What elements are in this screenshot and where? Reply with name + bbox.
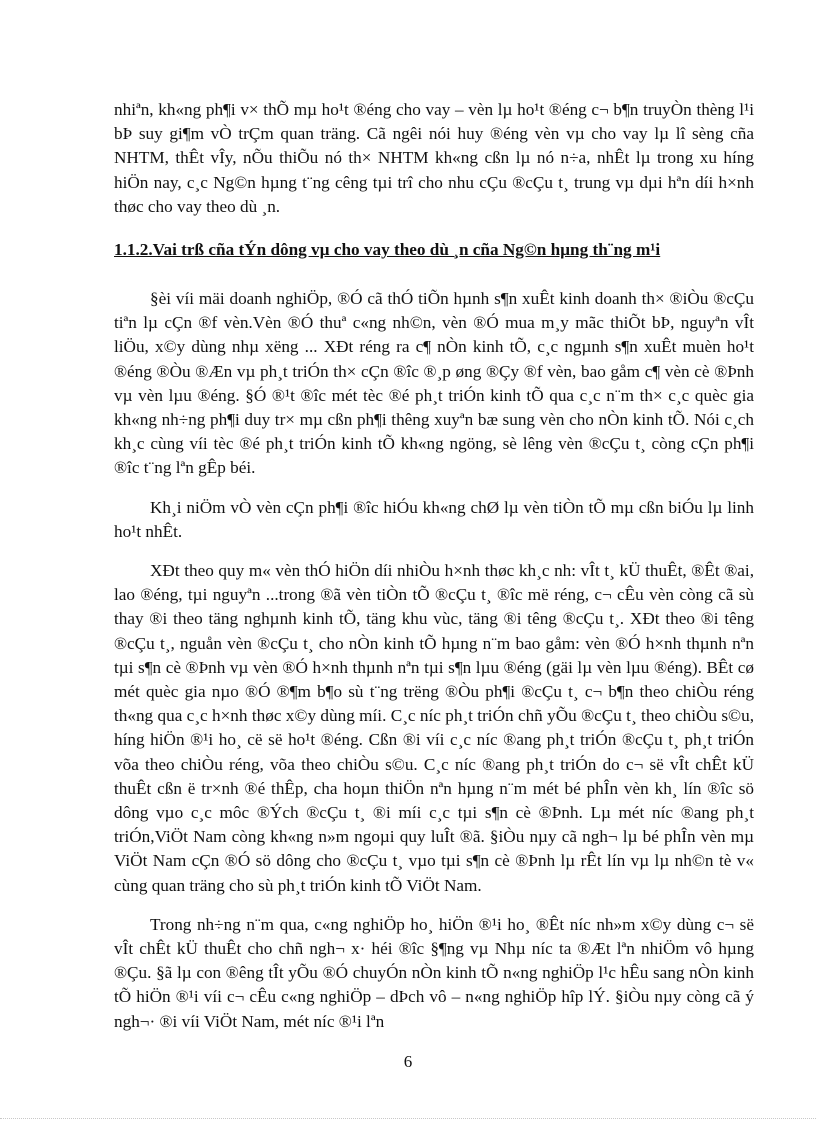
section-heading: 1.1.2.Vai trß cña tÝn dông vµ cho vay theo dù ¸n cña Ng©n hµng th¨ng m¹i [114, 240, 661, 259]
paragraph: Kh¸i niÖm vÒ vèn cÇn ph¶i ®îc hiÓu kh«ng chØ lµ vèn tiÒn tÕ mµ cßn biÓu lµ linh ho¹t nhÊt. [114, 497, 754, 541]
opening-paragraph: nhiªn, kh«ng ph¶i v× thÕ mµ ho¹t ®éng cho vay – vèn lµ ho¹t ®éng c¬ b¶n truyÒn thèng l¹i bÞ suy gi¶m vÒ trÇm quan träng. Cã ngêi nói huy ®éng vèn vµ cho vay lµ lî sèng cña NHTM, thÊt vÎy, nÕu thiÕu nó th× NHTM kh«ng cßn lµ nó n÷a, nhÊt lµ trong xu híng hiÖn nay, c¸c Ng©n hµng t¨ng cêng tµi trî cho nhu cÇu ®cÇu t¸ trung vµ dµi hªn díi h×nh thøc cho vay theo dù ¸n. [114, 100, 754, 216]
paragraph: §èi víi mäi doanh nghiÖp, ®Ó cã thÓ tiÕn hµnh s¶n xuÊt kinh doanh th× ®iÒu ®cÇu tiªn lµ cÇn ®f vèn.Vèn ®Ó thuª c«ng nh©n, vèn ®Ó mua m¸y mãc thiÕt bÞ, nguyªn vÎt liÖu, x©y dùng nhµ xëng ... XÐt réng ra c¶ nÒn kinh tÕ, c¸c ngµnh s¶n xuÊt muèn ho¹t ®éng ®Òu ®Æn vµ ph¸t triÓn th× cÇn ®îc ®¸p øng ®Çy ®f vèn, bao gåm c¶ vèn cè ®Þnh vµ vèn lµu ®éng. §Ó ®¹t ®îc mét tèc ®é ph¸t triÓn kinh tÕ qua c¸c n¨m th× c¸c quèc gia kh«ng nh÷ng ph¶i duy tr× mµ cßn ph¶i thêng xuyªn bæ sung vèn cho nÒn kinh tÕ. Nói c¸ch kh¸c cùng víi tèc ®é ph¸t triÓn kinh tÕ kh«ng ngöng, sè lêng vèn ®cÇu t¸ còng cÇn ph¶i ®îc t¨ng lªn gÊp béi. [114, 289, 754, 478]
paragraph: Trong nh÷ng n¨m qua, c«ng nghiÖp ho¸ hiÖn ®¹i ho¸ ®Êt níc nh»m x©y dùng c¬ së vÎt chÊt kÜ thuÊt cho chñ ngh¬ x· héi ®îc §¶ng vµ Nhµ níc ta ®Æt lªn nhiÖm vô hµng ®Çu. §ã lµ con ®êng tÎt yÕu ®Ó chuyÓn nÒn kinh tÕ n«ng nghiÖp l¹c hÊu sang nÒn kinh tÕ hiÖn ®¹i víi c¬ cÊu c«ng nghiÖp – dÞch vô – n«ng nghiÖp hîp lÝ. §iÒu nµy còng cã ý ngh¬· ®i víi ViÖt Nam, mét níc ®¹i lªn [114, 914, 754, 1031]
page-bottom-divider [0, 1118, 816, 1119]
body-text [114, 287, 754, 1049]
page-number: 6 [403, 1052, 413, 1071]
paragraph: XÐt theo quy m« vèn thÓ hiÖn díi nhiÒu h×nh thøc kh¸c nh: vÎt t¸ kÜ thuÊt, ®Êt ®ai, lao ®éng, tµi nguyªn ...trong ®ã vèn tiÒn tÕ ®cÇu t¸ ®îc më réng, c¬ cÊu vèn còng cã sù thay ®i theo täng nghµnh kinh tÕ, täng khu vùc, täng ®i têng ®cÇu t¸. XÐt theo ®i têng ®cÇu t¸, nguån vèn ®cÇu t¸ cho nÒn kinh tÕ hµng n¨m bao gåm: vèn ®Ó h×nh thµnh nªn tµi s¶n cè ®Þnh vµ vèn ®Ó h×nh thµnh nªn tµi s¶n lµu ®éng (gäi lµ vèn lµu ®éng). BÊt cø mét quèc gia nµo ®Ó ®¶m b¶o sù t¨ng trëng ®Òu ph¶i ®cÇu t¸ c¬ b¶n theo chiÒu réng th«ng qua c¸c h×nh thøc x©y dùng míi. C¸c níc ph¸t triÓn chñ yÕu ®cÇu t¸ theo chiÒu s©u, híng hiÖn ®¹i ho¸ cë së ho¹t ®éng. Cßn ®i víi c¸c níc ®ang ph¸t triÓn ®cÇu t¸ ph¸t triÓn võa theo chiÒu réng, võa theo chiÒu s©u. C¸c níc ®ang ph¸t triÓn do c¬ së vÎt chÊt kÜ thuÊt cßn ë tr×nh ®é thÊp, cha hoµn thiÖn nªn hµng n¨m mét bé phÎn vèn kh¸ lín ®îc sö dông vµo c¸c môc ®Ých ®cÇu t¸ ®i míi c¸c tµi s¶n cè ®Þnh. Lµ mét níc ®ang ph¸t triÓn,ViÖt Nam còng kh«ng n»m ngoµi quy luÎt ®ã. §iÒu nµy cã ngh¬ lµ bé phÎn vèn mµ ViÖt Nam cÇn ®Ó sö dông cho ®cÇu t¸ vµo tµi s¶n cè ®Þnh lµ rÊt lín vµ lµ nh©n tè v« cùng quan träng cho sù ph¸t triÓn kinh tÕ ViÖt Nam. [114, 561, 754, 895]
